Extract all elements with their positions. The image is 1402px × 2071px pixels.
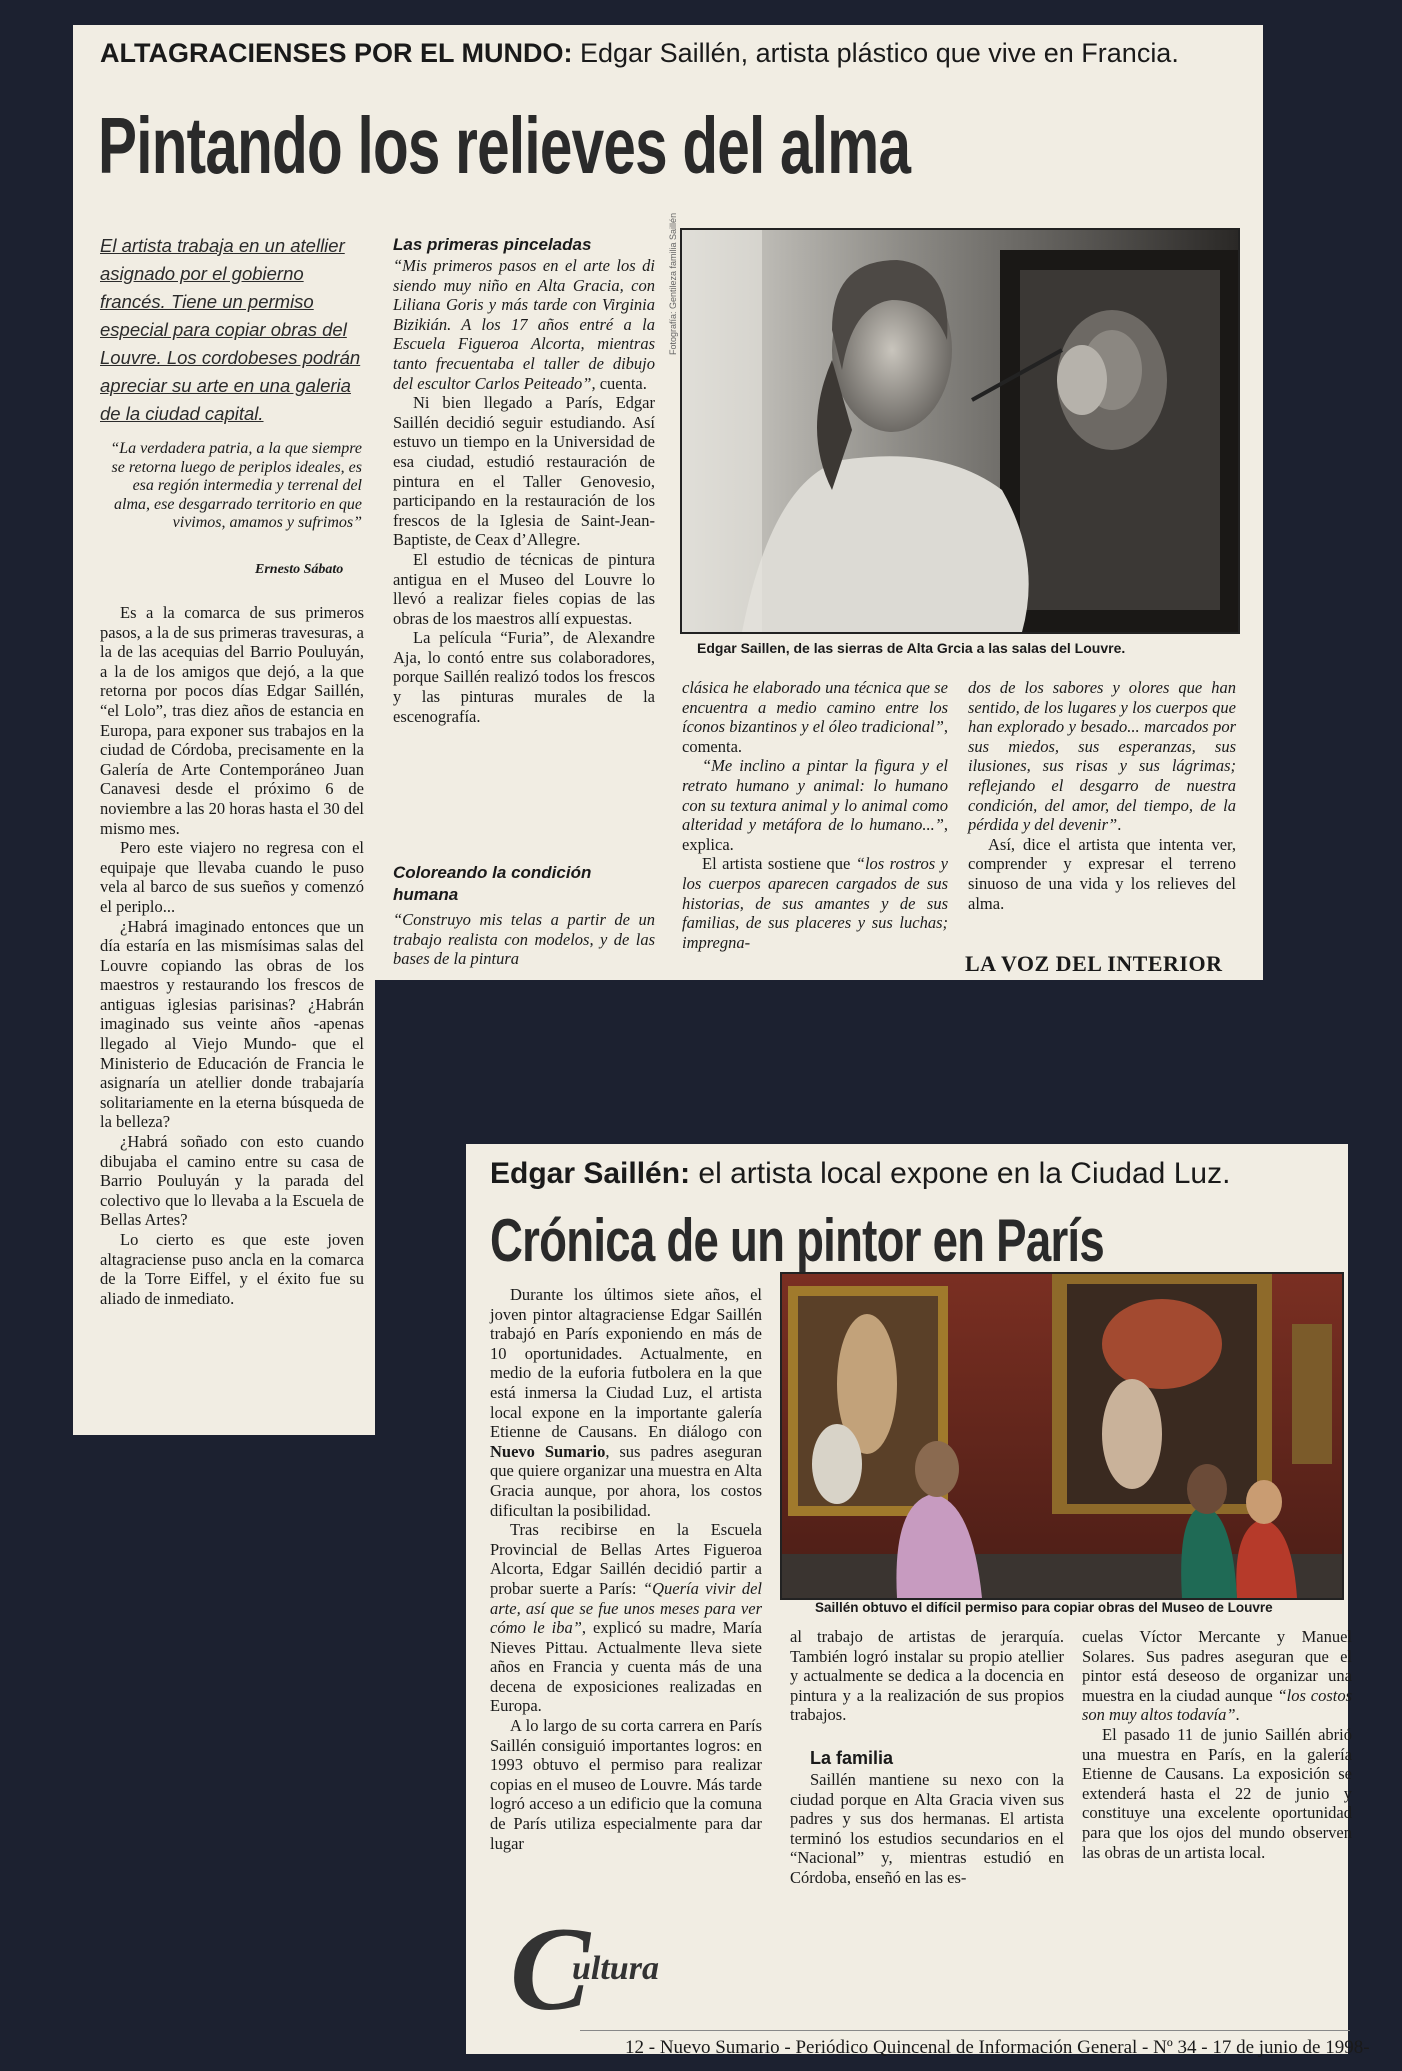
text: Durante los últimos siete años, el joven pintor altagraciense Edgar Saillén trabajó en París exponiendo en más de 10 oportunidades. Actualmente, en medio de la euforia futbolera en la que está inmersa la Ciudad Luz, el artista local expone en la importante galería Etienne de Causans. En diálogo con <box>490 1285 762 1442</box>
text: , explica. <box>682 815 948 854</box>
article1-subhead-primeras: Las primeras pinceladas <box>393 235 592 254</box>
photo-artist-painting-image <box>682 230 1238 632</box>
paragraph: ¿Habrá soñado con esto cuando dibujaba el camino entre su casa de Barrio Pouluyán y la parada del colectivo que lo llevaba a la Escuela de Bellas Artes? <box>100 1132 364 1230</box>
section-label-cultura: ultura <box>572 1950 659 1987</box>
article1-column-4 <box>968 678 1236 913</box>
quote: “Quería vivir del arte, así que se fue unos meses para ver cómo le iba” <box>490 1578 762 1638</box>
text: , comenta. <box>682 717 948 756</box>
article1-epigraph: “La verdadera patria, a la que siempre se retorna luego de periplos ideales, es esa región intermedia y terrenal del alma, ese desgarrado territorio en que vivimos, amamos y sufrimos” <box>110 440 362 531</box>
article1-kicker: ALTAGRACIENSES POR EL MUNDO: Edgar Saillén, artista plástico que vive en Francia. <box>100 38 1179 68</box>
paragraph: La película “Furia”, de Alexandre Aja, lo contó entre sus colaboradores, porque Saillén realizó todos los frescos y las pinturas murales de la escenografía. <box>393 628 655 726</box>
text: , sus padres aseguran que quiere organizar una muestra en Alta Gracia aunque, por ahora, los costos dificultan la posibilidad. <box>490 1441 763 1520</box>
text: . <box>1117 815 1122 835</box>
photo-caption-article2: Saillén obtuvo el difícil permiso para copiar obras del Museo de Louvre <box>815 1600 1273 1615</box>
article2-headline: Crónica de un pintor en París <box>490 1207 1104 1274</box>
text: , explicó su madre, María Nieves Pittau. Actualmente lleva siete años en Francia y cuenta más de una decena de exposiciones realizadas en Europa. <box>490 1618 762 1716</box>
article1-column-2 <box>393 256 655 726</box>
paragraph: ¿Habrá imaginado entonces que un día estaría en las mismísimas salas del Louvre copiando las obras de los maestros y restaurando los frescos de antiguas iglesias parisinas? ¿Habrán imaginado sus veinte años -apenas llegado al Viejo Mundo- que el Ministerio de Educación de Francia le asignaría un atellier donde trabajaría solitariamente en la eterna búsqueda de la belleza? <box>100 916 364 1132</box>
paragraph: Así, dice el artista que intenta ver, comprender y expresar el terreno sinuoso de una vida y los relieves del alma. <box>968 834 1236 913</box>
publication-name: Nuevo Sumario <box>490 1441 606 1461</box>
text: El artista sostiene que <box>702 854 856 874</box>
photo-caption-article1: Edgar Saillen, de las sierras de Alta Grcia a las salas del Louvre. <box>697 640 1126 656</box>
quote: “Mis primeros pasos en el arte los di siendo muy niño en Alta Gracia, con Liliana Goris y más tarde con Virginia Bizikián. A los 17 años entré a la Escuela Figueroa Alcorta, mientras tanto frecuentaba el taller de dibujo del escultor Carlos Peiteado”, <box>393 256 655 393</box>
article2-kicker: Edgar Saillén: el artista local expone en la Ciudad Luz. <box>490 1157 1231 1190</box>
quote: “los costos son muy altos todavía” <box>1082 1685 1352 1725</box>
photo-artist-painting <box>680 228 1240 634</box>
article1-column-3 <box>682 678 948 952</box>
article1-lead: El artista trabaja en un atellier asignado por el gobierno francés. Tiene un permiso especial para copiar obras del Louvre. Los cordobeses podrán apreciar su arte en una galeria de la ciudad capital. <box>100 235 361 424</box>
paragraph: El pasado 11 de junio Saillén abrió una muestra en París, en la galería Etienne de Causans. La exposición se extenderá hasta el 22 de junio y constituye una excelente oportunidad para que los ojos del mundo observen las obras de un artista local. <box>1082 1724 1352 1862</box>
footer-folio: 12 - Nuevo Sumario - Periódico Quincenal de Información General - Nº 34 - 17 de junio de 1998- <box>625 2037 1370 2058</box>
quote: dos de los sabores y olores que han sentido, de los lugares y los cuerpos que han explorado y besado... marcados por sus miedos, sus esperanzas, sus ilusiones, sus risas y sus lágrimas; reflejando el desgarro de nuestra condición, del amor, del tiempo, de la pérdida y del devenir” <box>968 678 1236 835</box>
quote: “los rostros y los cuerpos aparecen cargados de sus historias, de sus amantes y de sus familias, de sus placeres y sus luchas; impregna- <box>682 854 948 952</box>
text: cuelas Víctor Mercante y Manuel Solares. Sus padres aseguran que el pintor está deseoso de organizar una muestra en la ciudad aunque <box>1082 1627 1352 1705</box>
paragraph: El estudio de técnicas de pintura antigua en el Museo del Louvre lo llevó a realizar fieles copias de las obras de los maestros allí expuestas. <box>393 549 655 628</box>
text: Tras recibirse en la Escuela Provincial de Bellas Artes Figueroa Alcorta, Edgar Saillén decidió partir a probar suerte a París: <box>490 1520 762 1598</box>
masthead-la-voz: LA VOZ DEL INTERIOR <box>965 951 1223 976</box>
quote: clásica he elaborado una técnica que se encuentra a medio camino entre los íconos bizantinos y el óleo tradicional” <box>682 678 948 737</box>
article2-subhead-familia: La familia <box>810 1748 894 1768</box>
text: . <box>1235 1705 1240 1725</box>
article2-column-3 <box>1082 1627 1352 1862</box>
paragraph: Saillén mantiene su nexo con la ciudad porque en Alta Gracia viven sus padres y sus dos hermanas. El artista terminó los estudios secundarios en el “Nacional” y, mientras estudió en Córdoba, enseñó en las es- <box>790 1770 1064 1887</box>
footer-rule <box>580 2030 1350 2031</box>
article2-column-2b <box>790 1770 1064 1888</box>
section-label-c: C <box>510 1902 591 2035</box>
article1-subhead-coloreando: Coloreando la condición humana <box>393 863 592 904</box>
paragraph: al trabajo de artistas de jerarquía. También logró instalar su propio atellier y actualmente se dedica a la docencia en pintura y a la realización de sus propios trabajos. <box>790 1627 1064 1725</box>
quote: “Me inclino a pintar la figura y el retrato humano y animal: lo humano con su textura animal y lo animal como alteridad y metáfora de lo humano...” <box>682 756 948 835</box>
text: cuenta. <box>595 373 647 393</box>
paragraph: Lo cierto es que este joven altagraciense puso ancla en la comarca de la Torre Eiffel, y el éxito fue su aliado de inmediato. <box>100 1230 364 1308</box>
article1-column-2-quote: “Construyo mis telas a partir de un trabajo realista con modelos, y de las bases de la pintura <box>393 910 655 969</box>
paragraph: A lo largo de su corta carrera en París Saillén consiguió importantes logros: en 1993 obtuvo el permiso para realizar copias en el museo de Louvre. Más tarde logró acceso a un edificio que la comuna de París utiliza especialmente para dar lugar <box>490 1716 762 1853</box>
paragraph: Es a la comarca de sus primeros pasos, a la de sus primeras travesuras, a la de las acequias del Barrio Pouluyán, a la de los amigos que dejó, a la que retorna por pocos días Edgar Saillén, “el Lolo”, tras diez años de estancia en Europa, para exponer sus trabajos en la ciudad de Córdoba, precisamente en la Galería de Arte Contemporáneo Juan Canavesi desde el próximo 6 de noviembre a las 20 horas hasta el 30 del mismo mes. <box>100 603 364 838</box>
photo-credit: Fotografía: Gentileza familia Saillén <box>668 212 678 355</box>
article1-epigraph-author: Ernesto Sábato <box>255 562 344 577</box>
article1-headline: Pintando los relieves del alma <box>98 101 911 190</box>
article2-column-1 <box>490 1285 762 1853</box>
article2-column-2 <box>790 1627 1064 1725</box>
photo-louvre-gallery-image <box>782 1274 1342 1598</box>
paragraph: Ni bien llegado a París, Edgar Saillén decidió seguir estudiando. Así estuvo un tiempo en la Universidad de esa ciudad, estudió restauración de pintura en el Taller Genovesio, participando en la restauración de los frescos de la Iglesia de Saint-Jean-Baptiste, de Ceax d’Allegre. <box>393 393 655 550</box>
paragraph: Pero este viajero no regresa con el equipaje que llevaba cuando le puso vela al barco de sus sueños y comenzó el periplo... <box>100 838 364 916</box>
article1-column-1 <box>100 603 364 1308</box>
photo-louvre-gallery <box>780 1272 1344 1600</box>
